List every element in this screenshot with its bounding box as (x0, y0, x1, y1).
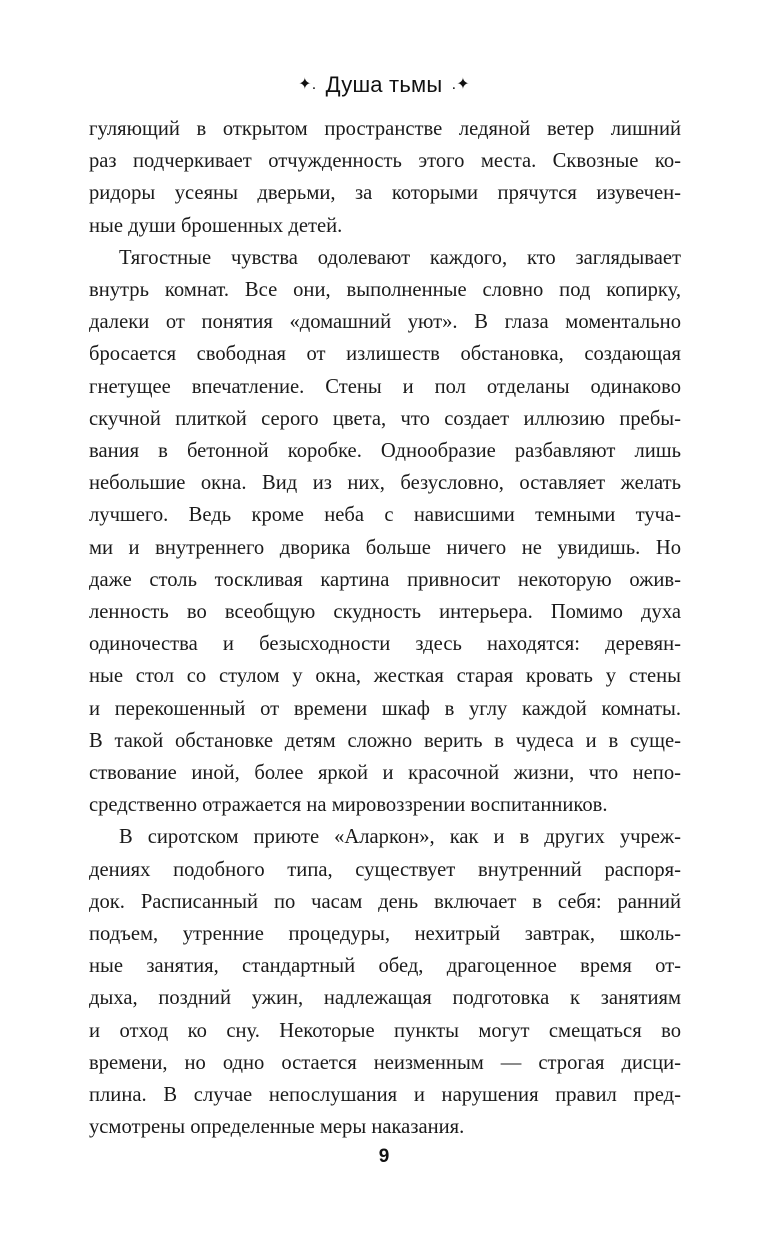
text-line: и отход ко сну. Некоторые пункты могут смещаться во (89, 1019, 681, 1042)
text-line: ствование иной, более яркой и красочной жизни, что непо- (89, 762, 681, 785)
sparkle-left-icon: ✦. (298, 76, 317, 93)
text-line: далеки от понятия «домашний уют». В глаза моментально (89, 311, 681, 334)
text-line: раз подчеркивает отчужденность этого места. Сквозные ко- (89, 150, 681, 173)
text-line: усмотрены определенные меры наказания. (89, 1116, 465, 1139)
text-line: вания в бетонной коробке. Однообразие разбавляют лишь (89, 440, 681, 463)
text-line: подъем, утренние процедуры, нехитрый завтрак, школь- (89, 923, 681, 946)
text-line: небольшие окна. Вид из них, безусловно, оставляет желать (89, 472, 681, 495)
text-line: лучшего. Ведь кроме неба с нависшими темными туча- (89, 504, 681, 527)
text-line: док. Расписанный по часам день включает в себя: ранний (89, 890, 681, 913)
text-line: Тягостные чувства одолевают каждого, кто заглядывает (119, 246, 681, 269)
text-line: даже столь тоскливая картина привносит некоторую ожив- (89, 568, 681, 591)
sparkle-right-icon: .✦ (451, 76, 470, 93)
text-line: средственно отражается на мировоззрении воспитанников. (89, 794, 608, 817)
running-head (0, 72, 768, 98)
body-text (89, 113, 681, 1144)
text-line: ридоры усеяны дверьми, за которыми прячутся изувечен- (89, 182, 681, 205)
text-line: бросается свободная от излишеств обстановка, создающая (89, 343, 681, 366)
text-line: и перекошенный от времени шкаф в углу каждой комнаты. (89, 697, 681, 720)
text-line: плина. В случае непослушания и нарушения правил пред- (89, 1084, 681, 1107)
text-line: ные стол со стулом у окна, жесткая старая кровать у стены (89, 665, 681, 688)
text-line: времени, но одно остается неизменным — строгая дисци- (89, 1051, 681, 1074)
text-line: ми и внутреннего дворика больше ничего не увидишь. Но (89, 536, 681, 559)
text-line: ные занятия, стандартный обед, драгоценное время от- (89, 955, 681, 978)
text-line: В сиротском приюте «Аларкон», как и в других учреж- (119, 826, 681, 849)
text-line: В такой обстановке детям сложно верить в чудеса и в суще- (89, 729, 681, 752)
page-number: 9 (378, 1146, 390, 1167)
text-line: ные души брошенных детей. (89, 214, 343, 237)
paragraph (89, 113, 681, 242)
text-line: дениях подобного типа, существует внутренний распоря- (89, 858, 681, 881)
text-line: одиночества и безысходности здесь находятся: деревян- (89, 633, 681, 656)
text-line: гуляющий в открытом пространстве ледяной ветер лишний (89, 118, 681, 140)
text-line: скучной плиткой серого цвета, что создает иллюзию пребы- (89, 407, 681, 430)
text-line: гнетущее впечатление. Стены и пол отделаны одинаково (89, 375, 681, 398)
book-title: Душа тьмы (325, 72, 443, 97)
paragraph (89, 242, 681, 822)
text-line: внутрь комнат. Все они, выполненные словно под копирку, (89, 279, 681, 302)
paragraph (89, 821, 681, 1143)
text-line: дыха, поздний ужин, надлежащая подготовка к занятиям (89, 987, 681, 1010)
text-line: ленность во всеобщую скудность интерьера. Помимо духа (89, 601, 681, 624)
